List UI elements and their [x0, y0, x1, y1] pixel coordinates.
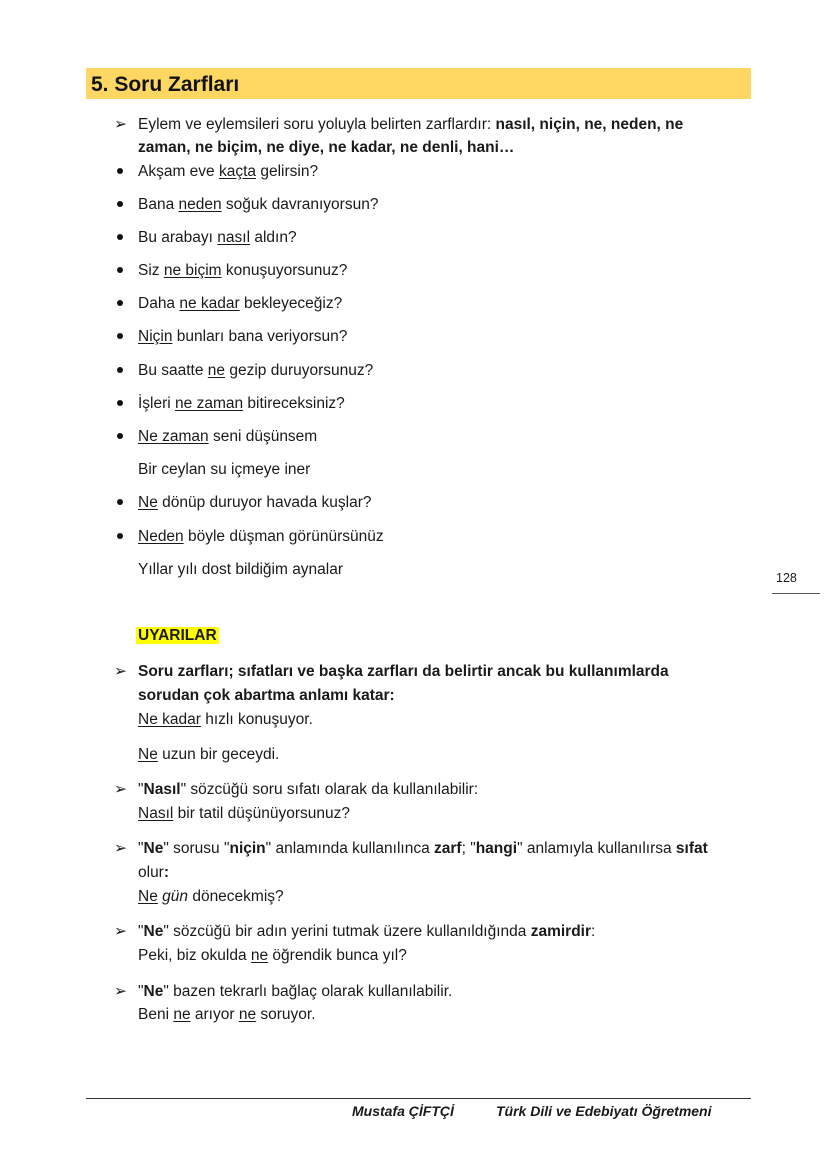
- example-item: Niçin bunları bana veriyorsun?: [138, 328, 348, 345]
- round-bullet-icon: [117, 400, 123, 406]
- warning-5-text: "Ne" bazen tekrarlı bağlaç olarak kullanılabilir.: [138, 983, 453, 1000]
- example-continuation: Bir ceylan su içmeye iner: [138, 461, 311, 478]
- example-item: Bu saatte ne gezip duruyorsunuz?: [138, 362, 374, 379]
- warning-4-text: "Ne" sözcüğü bir adın yerini tutmak üzere kullanıldığında zamirdir:: [138, 923, 596, 940]
- arrow-bullet-icon: ➢: [114, 983, 127, 1000]
- warnings-heading: UYARILAR: [138, 627, 217, 644]
- intro-line-2: zaman, ne biçim, ne diye, ne kadar, ne denli, hani…: [138, 139, 515, 156]
- example-item: Bana neden soğuk davranıyorsun?: [138, 196, 379, 213]
- example-item: İşleri ne zaman bitireceksiniz?: [138, 395, 345, 412]
- example-continuation: Yıllar yılı dost bildiğim aynalar: [138, 561, 344, 578]
- arrow-bullet-icon: ➢: [114, 923, 127, 940]
- arrow-bullet-icon: ➢: [114, 663, 127, 680]
- page-number: 128: [776, 571, 797, 585]
- warning-2-example: Nasıl bir tatil düşünüyorsunuz?: [138, 805, 350, 822]
- round-bullet-icon: [117, 234, 123, 240]
- intro-line-1: Eylem ve eylemsileri soru yoluyla belirten zarflardır: nasıl, niçin, ne, neden, ne: [138, 116, 684, 133]
- warning-1-example-2: Ne uzun bir geceydi.: [138, 746, 280, 763]
- round-bullet-icon: [117, 499, 123, 505]
- footer-role: Türk Dili ve Edebiyatı Öğretmeni: [496, 1103, 712, 1119]
- page-number-rule: [772, 593, 820, 594]
- warning-1-example-1: Ne kadar hızlı konuşuyor.: [138, 711, 313, 728]
- round-bullet-icon: [117, 201, 123, 207]
- footer-author: Mustafa ÇİFTÇİ: [352, 1103, 454, 1119]
- footer-rule: [86, 1098, 751, 1099]
- round-bullet-icon: [117, 267, 123, 273]
- example-item: Neden böyle düşman görünürsünüz: [138, 528, 384, 545]
- round-bullet-icon: [117, 367, 123, 373]
- arrow-bullet-icon: ➢: [114, 840, 127, 857]
- example-item: Akşam eve kaçta gelirsin?: [138, 163, 319, 180]
- warning-1-line-2: sorudan çok abartma anlamı katar:: [138, 687, 395, 704]
- warning-3-text: "Ne" sorusu "niçin" anlamında kullanılınca zarf; "hangi" anlamıyla kullanılırsa sıfat: [138, 840, 708, 857]
- round-bullet-icon: [117, 333, 123, 339]
- example-item: Daha ne kadar bekleyeceğiz?: [138, 295, 343, 312]
- arrow-bullet-icon: ➢: [114, 116, 127, 133]
- arrow-bullet-icon: ➢: [114, 781, 127, 798]
- round-bullet-icon: [117, 300, 123, 306]
- example-item: Ne dönüp duruyor havada kuşlar?: [138, 494, 372, 511]
- example-item: Siz ne biçim konuşuyorsunuz?: [138, 262, 348, 279]
- round-bullet-icon: [117, 533, 123, 539]
- warning-1-line-1: Soru zarfları; sıfatları ve başka zarfları da belirtir ancak bu kullanımlarda: [138, 663, 669, 680]
- warning-4-example: Peki, biz okulda ne öğrendik bunca yıl?: [138, 947, 407, 964]
- section-title: 5. Soru Zarfları: [86, 68, 751, 99]
- round-bullet-icon: [117, 433, 123, 439]
- warning-3-example: Ne gün dönecekmiş?: [138, 888, 284, 905]
- warning-3-line-2: olur:: [138, 864, 170, 881]
- round-bullet-icon: [117, 168, 123, 174]
- warning-5-example: Beni ne arıyor ne soruyor.: [138, 1006, 316, 1023]
- warning-2-text: "Nasıl" sözcüğü soru sıfatı olarak da kullanılabilir:: [138, 781, 479, 798]
- example-item: Bu arabayı nasıl aldın?: [138, 229, 297, 246]
- example-item: Ne zaman seni düşünsem: [138, 428, 318, 445]
